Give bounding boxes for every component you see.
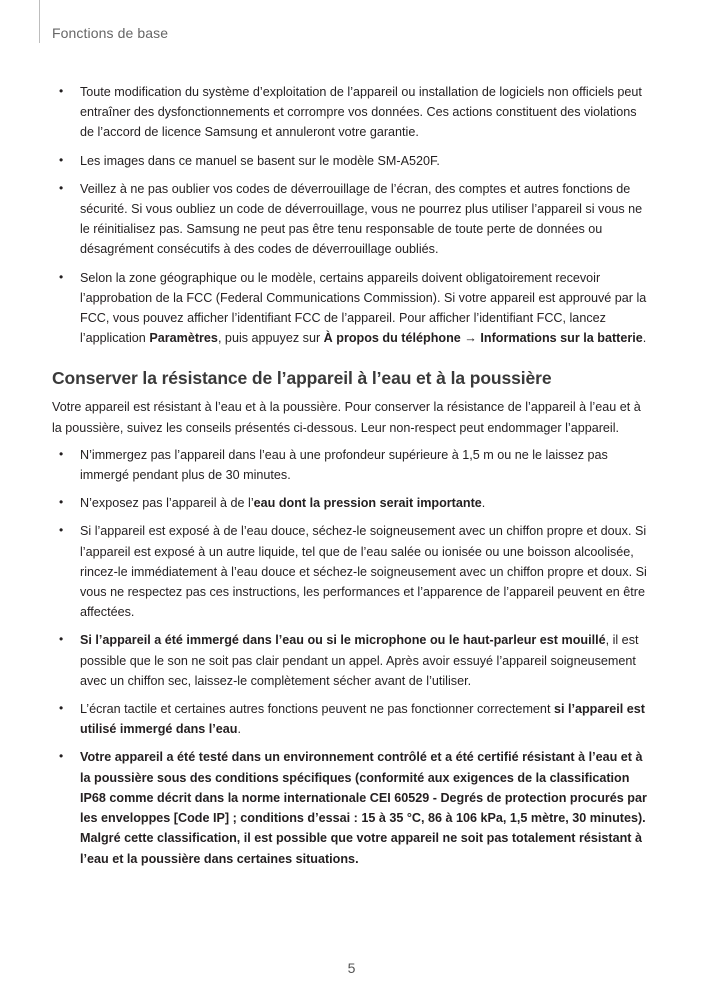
page-content xyxy=(52,82,647,877)
emphasis-text: si l’appareil est utilisé immergé dans l’eau xyxy=(80,702,645,737)
bullet-icon: • xyxy=(59,84,64,98)
bullet-icon: • xyxy=(59,495,64,510)
notice-list xyxy=(52,82,647,348)
list-item xyxy=(52,493,647,513)
list-item-text: Selon la zone géographique ou le modèle, certains appareils doivent obligatoirement recevoir l’approbation de la FCC (Federal Communications Commission). Si votre appareil est approuvé par la FCC, vous pouvez afficher l’identifiant FCC de l’appareil. Pour afficher l’identifiant FCC, lancez l’application xyxy=(80,270,647,346)
arrow-icon: → xyxy=(460,331,481,346)
list-item-text: . xyxy=(642,331,647,346)
page-number: 5 xyxy=(347,960,356,976)
certification-notice: Votre appareil a été testé dans un environnement contrôlé et a été certifié résistant à l’eau et à la poussière sous des conditions spécifiques (conformité aux exigences de la classification IP68 comme décrit dans la norme internationale CEI 60529 - Degrés de protection procurés par les enveloppes [Code IP] ; conditions d’essai : 15 à 35 °C, 86 à 106 kPa, 1,5 mètre, 30 minutes). Malgré cette classification, il est possible que votre appareil ne soit pas totalement résistant à l’eau et la poussière dans certaines situations. xyxy=(80,750,647,866)
list-item xyxy=(52,521,647,622)
list-item xyxy=(52,445,647,485)
list-item xyxy=(52,82,647,143)
header-divider xyxy=(39,0,40,43)
running-header: Fonctions de base xyxy=(52,25,169,41)
list-item-text: Toute modification du système d’exploitation de l’appareil ou installation de logiciels non officiels peut entraîner des dysfonctionnements et corrompre vos données. Ces actions constituent des violations de l’accord de licence Samsung et annuleront votre garantie. xyxy=(80,85,642,140)
list-item xyxy=(52,151,647,171)
bullet-icon: • xyxy=(59,180,64,195)
list-item-text: N’immergez pas l’appareil dans l’eau à une profondeur supérieure à 1,5 m ou ne le laissez pas immergé pendant plus de 30 minutes. xyxy=(80,447,608,483)
bullet-icon: • xyxy=(59,269,64,284)
bullet-icon: • xyxy=(59,632,64,647)
list-item-text: . xyxy=(481,496,486,511)
emphasis-text: Si l’appareil a été immergé dans l’eau ou si le microphone ou le haut-parleur est mouillé xyxy=(80,633,606,648)
section-heading: Conserver la résistance de l’appareil à l’eau et à la poussière xyxy=(52,368,552,389)
list-item xyxy=(52,747,647,868)
list-item-text: . xyxy=(237,722,241,737)
menu-path-about-phone: À propos du téléphone xyxy=(323,331,461,346)
settings-app-name: Paramètres xyxy=(149,331,218,346)
emphasis-text: eau dont la pression serait importante xyxy=(253,496,482,511)
list-item-text: Si l’appareil est exposé à de l’eau douce, séchez-le soigneusement avec un chiffon propre et doux. Si l’appareil est exposé à un autre liquide, tel que de l’eau salée ou ionisée ou une boisson alcoolisée, rincez-le immédiatement à l’eau douce et séchez-le soigneusement avec un chiffon propre et doux. Si vous ne respectez pas ces instructions, les performances et l’apparence de l’appareil peuvent en être affectées. xyxy=(80,524,647,620)
list-item-text: Veillez à ne pas oublier vos codes de déverrouillage de l’écran, des comptes et autres fonctions de sécurité. Si vous oubliez un code de déverrouillage, vous ne pourrez plus utiliser l’appareil si vous ne le réinitialisez pas. Samsung ne peut pas être tenu responsable de toute perte de données ou désagrément consécutifs à des codes de déverrouillage oubliés. xyxy=(80,181,643,257)
list-item-text: N’exposez pas l’appareil à de l’ xyxy=(80,496,254,511)
bullet-icon: • xyxy=(59,446,64,461)
list-item xyxy=(52,630,647,691)
list-item-text: L’écran tactile et certaines autres fonctions peuvent ne pas fonctionner correctement xyxy=(80,702,554,717)
bullet-icon: • xyxy=(59,152,64,167)
bullet-icon: • xyxy=(59,701,64,716)
list-item xyxy=(52,699,647,739)
water-resistance-list xyxy=(52,445,647,869)
section-intro: Votre appareil est résistant à l’eau et à la poussière. Pour conserver la résistance de l’appareil à l’eau et à la poussière, suivez les conseils présentés ci-dessous. Leur non-respect peut endommager l’appareil. xyxy=(52,400,641,435)
bullet-icon: • xyxy=(59,749,64,764)
menu-path-battery-info: Informations sur la batterie xyxy=(480,331,643,346)
list-item xyxy=(52,179,647,260)
bullet-icon: • xyxy=(59,523,64,538)
list-item-text: , puis appuyez sur xyxy=(217,331,324,346)
list-item-text: , il est possible que le son ne soit pas clair pendant un appel. Après avoir essuyé l’appareil soigneusement avec un chiffon sec, laissez-le complètement sécher avant de l’utiliser. xyxy=(80,633,639,688)
list-item-text: Les images dans ce manuel se basent sur le modèle SM-A520F. xyxy=(80,153,440,168)
list-item xyxy=(52,268,647,349)
